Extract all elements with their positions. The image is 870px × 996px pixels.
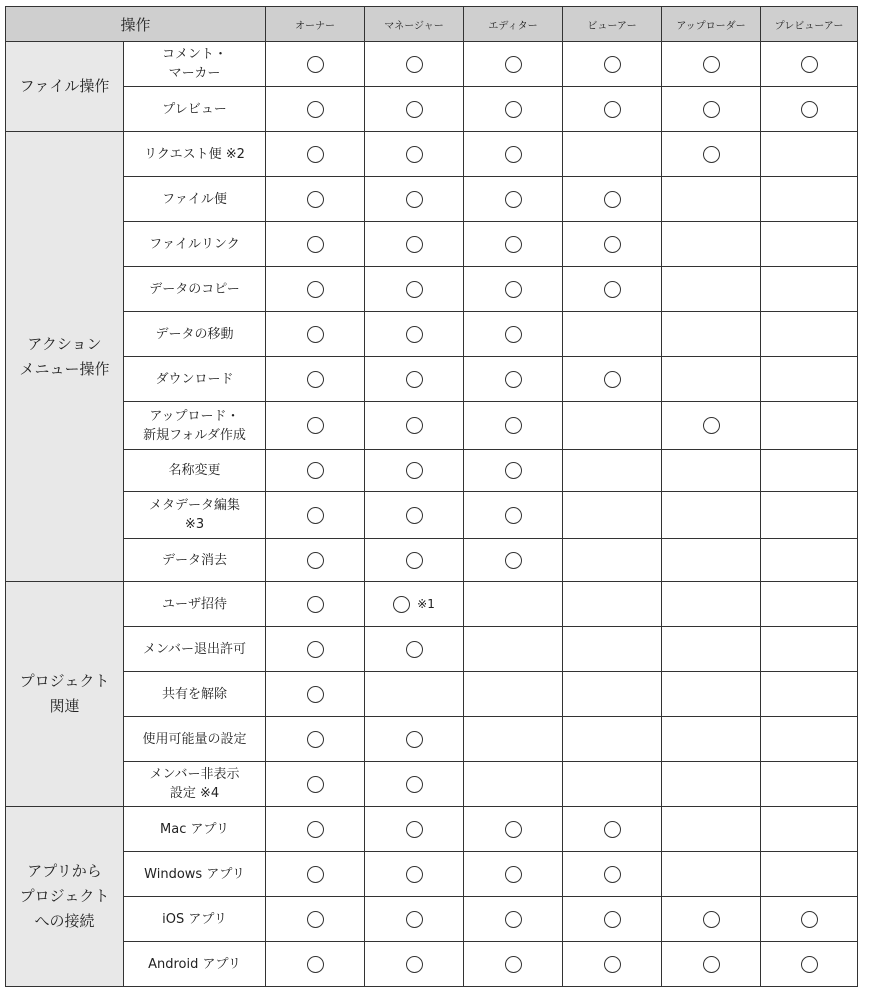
operation-label: メンバー退出許可 [124, 627, 266, 672]
table-row [6, 177, 858, 222]
permission-cell [464, 582, 563, 627]
table-row [6, 267, 858, 312]
allowed-circle-icon [307, 821, 324, 838]
permission-cell [563, 132, 662, 177]
permission-cell [464, 267, 563, 312]
permission-cell [266, 762, 365, 807]
table-row [6, 222, 858, 267]
table-row [6, 357, 858, 402]
permission-cell [662, 267, 761, 312]
permission-cell [464, 627, 563, 672]
operation-label: Android アプリ [124, 942, 266, 987]
allowed-circle-icon [801, 956, 818, 973]
allowed-circle-icon [505, 56, 522, 73]
permission-cell [761, 267, 858, 312]
allowed-circle-icon [307, 462, 324, 479]
permission-table [5, 6, 858, 987]
permission-cell [761, 672, 858, 717]
permission-cell [464, 762, 563, 807]
permission-cell [266, 312, 365, 357]
permission-cell [761, 492, 858, 539]
permission-cell [662, 762, 761, 807]
permission-cell [761, 402, 858, 450]
operation-label: 名称変更 [124, 450, 266, 492]
permission-cell [365, 627, 464, 672]
permission-cell [266, 942, 365, 987]
permission-cell [662, 357, 761, 402]
permission-cell [662, 42, 761, 87]
allowed-circle-icon [406, 866, 423, 883]
allowed-circle-icon [307, 371, 324, 388]
permission-cell [365, 177, 464, 222]
allowed-circle-icon [604, 371, 621, 388]
header-role-uploader: アップローダー [662, 7, 761, 42]
permission-cell [662, 539, 761, 582]
allowed-circle-icon [307, 552, 324, 569]
permission-cell [662, 87, 761, 132]
allowed-circle-icon [505, 371, 522, 388]
permission-cell [266, 222, 365, 267]
permission-cell [662, 450, 761, 492]
permission-cell [464, 539, 563, 582]
operation-label: メタデータ編集 ※3 [124, 492, 266, 539]
category-label: プロジェクト 関連 [6, 582, 124, 807]
table-row [6, 762, 858, 807]
permission-cell [563, 539, 662, 582]
operation-label: データの移動 [124, 312, 266, 357]
header-operation: 操作 [6, 7, 266, 42]
allowed-circle-icon [505, 821, 522, 838]
permission-cell [365, 492, 464, 539]
header-role-owner: オーナー [266, 7, 365, 42]
header-role-editor: エディター [464, 7, 563, 42]
table-row [6, 852, 858, 897]
allowed-circle-icon [505, 956, 522, 973]
permission-cell [266, 267, 365, 312]
operation-label: データのコピー [124, 267, 266, 312]
permission-cell [266, 539, 365, 582]
operation-label: メンバー非表示 設定 ※4 [124, 762, 266, 807]
permission-cell [365, 450, 464, 492]
permission-cell [563, 942, 662, 987]
allowed-circle-icon [307, 507, 324, 524]
allowed-circle-icon [406, 776, 423, 793]
table-row [6, 402, 858, 450]
allowed-circle-icon [505, 326, 522, 343]
allowed-circle-icon [505, 191, 522, 208]
allowed-circle-icon [801, 101, 818, 118]
allowed-circle-icon [307, 686, 324, 703]
permission-cell [365, 402, 464, 450]
permission-cell [563, 402, 662, 450]
permission-cell [464, 672, 563, 717]
allowed-circle-icon [801, 56, 818, 73]
permission-cell [563, 807, 662, 852]
allowed-circle-icon [406, 281, 423, 298]
permission-cell [761, 87, 858, 132]
allowed-circle-icon [406, 552, 423, 569]
permission-cell [464, 357, 563, 402]
permission-cell [365, 312, 464, 357]
permission-cell [266, 582, 365, 627]
permission-cell [464, 132, 563, 177]
permission-cell [761, 627, 858, 672]
permission-cell [662, 177, 761, 222]
header-role-previewer: プレビューアー [761, 7, 858, 42]
permission-cell [761, 762, 858, 807]
permission-cell [365, 87, 464, 132]
permission-cell [464, 177, 563, 222]
allowed-circle-icon [406, 191, 423, 208]
permission-cell [662, 807, 761, 852]
allowed-circle-icon [505, 552, 522, 569]
header-role-manager: マネージャー [365, 7, 464, 42]
table-row [6, 942, 858, 987]
operation-label: データ消去 [124, 539, 266, 582]
allowed-circle-icon [505, 417, 522, 434]
permission-cell [662, 402, 761, 450]
table-row [6, 672, 858, 717]
allowed-circle-icon [505, 236, 522, 253]
table-row [6, 87, 858, 132]
allowed-circle-icon [703, 56, 720, 73]
permission-cell [464, 807, 563, 852]
table-row [6, 717, 858, 762]
permission-cell [266, 357, 365, 402]
allowed-circle-icon [703, 417, 720, 434]
permission-cell [464, 492, 563, 539]
table-row [6, 627, 858, 672]
permission-cell [563, 357, 662, 402]
permission-cell [365, 222, 464, 267]
permission-cell [761, 942, 858, 987]
table-row [6, 312, 858, 357]
table-row [6, 539, 858, 582]
permission-cell [761, 312, 858, 357]
allowed-circle-icon [406, 101, 423, 118]
permission-cell [662, 492, 761, 539]
allowed-circle-icon [505, 281, 522, 298]
permission-cell [563, 267, 662, 312]
allowed-circle-icon [406, 371, 423, 388]
permission-cell [365, 267, 464, 312]
allowed-circle-icon [604, 236, 621, 253]
permission-cell [365, 852, 464, 897]
allowed-circle-icon [505, 866, 522, 883]
permission-cell [365, 897, 464, 942]
permission-cell [365, 762, 464, 807]
allowed-circle-icon [703, 956, 720, 973]
operation-label: ダウンロード [124, 357, 266, 402]
operation-label: 使用可能量の設定 [124, 717, 266, 762]
permission-cell [266, 897, 365, 942]
operation-label: Windows アプリ [124, 852, 266, 897]
operation-label: ファイルリンク [124, 222, 266, 267]
allowed-circle-icon [505, 462, 522, 479]
allowed-circle-icon [406, 821, 423, 838]
permission-cell [464, 897, 563, 942]
permission-cell [266, 672, 365, 717]
allowed-circle-icon [406, 417, 423, 434]
permission-cell [761, 807, 858, 852]
allowed-circle-icon [505, 507, 522, 524]
permission-cell [761, 539, 858, 582]
permission-cell [662, 717, 761, 762]
permission-cell [266, 450, 365, 492]
permission-cell [761, 582, 858, 627]
allowed-circle-icon [604, 56, 621, 73]
permission-cell [761, 177, 858, 222]
permission-cell [365, 717, 464, 762]
allowed-circle-icon [307, 956, 324, 973]
allowed-circle-icon [307, 866, 324, 883]
permission-cell [563, 717, 662, 762]
table-row [6, 582, 858, 627]
header-role-viewer: ビューアー [563, 7, 662, 42]
permission-cell [563, 222, 662, 267]
category-label: アプリから プロジェクト への接続 [6, 807, 124, 987]
allowed-circle-icon [604, 956, 621, 973]
allowed-circle-icon [307, 146, 324, 163]
permission-cell [563, 87, 662, 132]
permission-cell [266, 132, 365, 177]
allowed-circle-icon [703, 101, 720, 118]
permission-cell [662, 582, 761, 627]
allowed-circle-icon [307, 911, 324, 928]
permission-cell [464, 852, 563, 897]
allowed-circle-icon [801, 911, 818, 928]
permission-cell [563, 42, 662, 87]
permission-cell [761, 222, 858, 267]
allowed-circle-icon [307, 101, 324, 118]
operation-label: コメント・ マーカー [124, 42, 266, 87]
allowed-circle-icon [307, 417, 324, 434]
permission-cell [464, 717, 563, 762]
allowed-circle-icon [406, 56, 423, 73]
allowed-circle-icon [307, 191, 324, 208]
permission-cell [761, 357, 858, 402]
footnote-mark: ※1 [417, 597, 435, 611]
permission-cell [563, 492, 662, 539]
category-label: ファイル操作 [6, 42, 124, 132]
allowed-circle-icon [406, 462, 423, 479]
permission-cell [662, 672, 761, 717]
permission-cell [662, 222, 761, 267]
allowed-circle-icon [703, 146, 720, 163]
operation-label: アップロード・ 新規フォルダ作成 [124, 402, 266, 450]
allowed-circle-icon [307, 776, 324, 793]
permission-cell [365, 357, 464, 402]
permission-cell [563, 852, 662, 897]
allowed-circle-icon [406, 507, 423, 524]
permission-cell [266, 177, 365, 222]
table-row [6, 807, 858, 852]
permission-cell [365, 807, 464, 852]
operation-label: iOS アプリ [124, 897, 266, 942]
allowed-circle-icon [406, 236, 423, 253]
permission-cell [266, 627, 365, 672]
permission-cell [662, 942, 761, 987]
allowed-circle-icon [505, 101, 522, 118]
allowed-circle-icon [406, 146, 423, 163]
permission-cell [266, 87, 365, 132]
permission-cell [563, 312, 662, 357]
permission-cell [266, 492, 365, 539]
permission-cell [365, 582, 464, 627]
permission-cell [563, 450, 662, 492]
allowed-circle-icon [604, 821, 621, 838]
permission-cell [761, 852, 858, 897]
permission-cell [563, 762, 662, 807]
allowed-circle-icon [307, 56, 324, 73]
allowed-circle-icon [406, 956, 423, 973]
operation-label: プレビュー [124, 87, 266, 132]
category-label: アクション メニュー操作 [6, 132, 124, 582]
permission-cell [266, 717, 365, 762]
permission-cell [761, 897, 858, 942]
allowed-circle-icon [307, 326, 324, 343]
permission-cell [662, 852, 761, 897]
permission-cell [365, 672, 464, 717]
permission-cell [662, 132, 761, 177]
allowed-circle-icon [604, 191, 621, 208]
permission-cell [662, 312, 761, 357]
allowed-circle-icon [393, 596, 410, 613]
permission-cell [563, 177, 662, 222]
header-row [6, 7, 858, 42]
permission-cell [761, 450, 858, 492]
allowed-circle-icon [406, 731, 423, 748]
allowed-circle-icon [505, 911, 522, 928]
permission-cell [266, 402, 365, 450]
table-row [6, 492, 858, 539]
table-row [6, 132, 858, 177]
permission-cell [563, 627, 662, 672]
allowed-circle-icon [406, 911, 423, 928]
permission-body [6, 42, 858, 987]
table-row [6, 450, 858, 492]
permission-cell [662, 897, 761, 942]
allowed-circle-icon [307, 236, 324, 253]
allowed-circle-icon [505, 146, 522, 163]
permission-cell [563, 897, 662, 942]
permission-cell [464, 222, 563, 267]
permission-cell [761, 717, 858, 762]
operation-label: ファイル便 [124, 177, 266, 222]
permission-cell [464, 42, 563, 87]
permission-cell [365, 132, 464, 177]
permission-cell [365, 539, 464, 582]
operation-label: リクエスト便 ※2 [124, 132, 266, 177]
allowed-circle-icon [307, 641, 324, 658]
allowed-circle-icon [307, 596, 324, 613]
allowed-circle-icon [604, 281, 621, 298]
permission-cell [464, 87, 563, 132]
permission-cell [761, 42, 858, 87]
permission-cell [365, 42, 464, 87]
allowed-circle-icon [604, 101, 621, 118]
table-row [6, 897, 858, 942]
permission-cell [563, 582, 662, 627]
allowed-circle-icon [703, 911, 720, 928]
allowed-circle-icon [604, 866, 621, 883]
allowed-circle-icon [604, 911, 621, 928]
permission-cell [662, 627, 761, 672]
table-row [6, 42, 858, 87]
allowed-circle-icon [406, 326, 423, 343]
permission-cell [464, 450, 563, 492]
operation-label: ユーザ招待 [124, 582, 266, 627]
permission-cell [266, 42, 365, 87]
permission-cell [464, 312, 563, 357]
allowed-circle-icon [406, 641, 423, 658]
permission-cell [464, 942, 563, 987]
permission-cell [464, 402, 563, 450]
operation-label: Mac アプリ [124, 807, 266, 852]
allowed-circle-icon [307, 281, 324, 298]
permission-cell [563, 672, 662, 717]
operation-label: 共有を解除 [124, 672, 266, 717]
permission-cell [266, 852, 365, 897]
allowed-circle-icon [307, 731, 324, 748]
permission-cell [365, 942, 464, 987]
permission-cell [266, 807, 365, 852]
permission-cell [761, 132, 858, 177]
